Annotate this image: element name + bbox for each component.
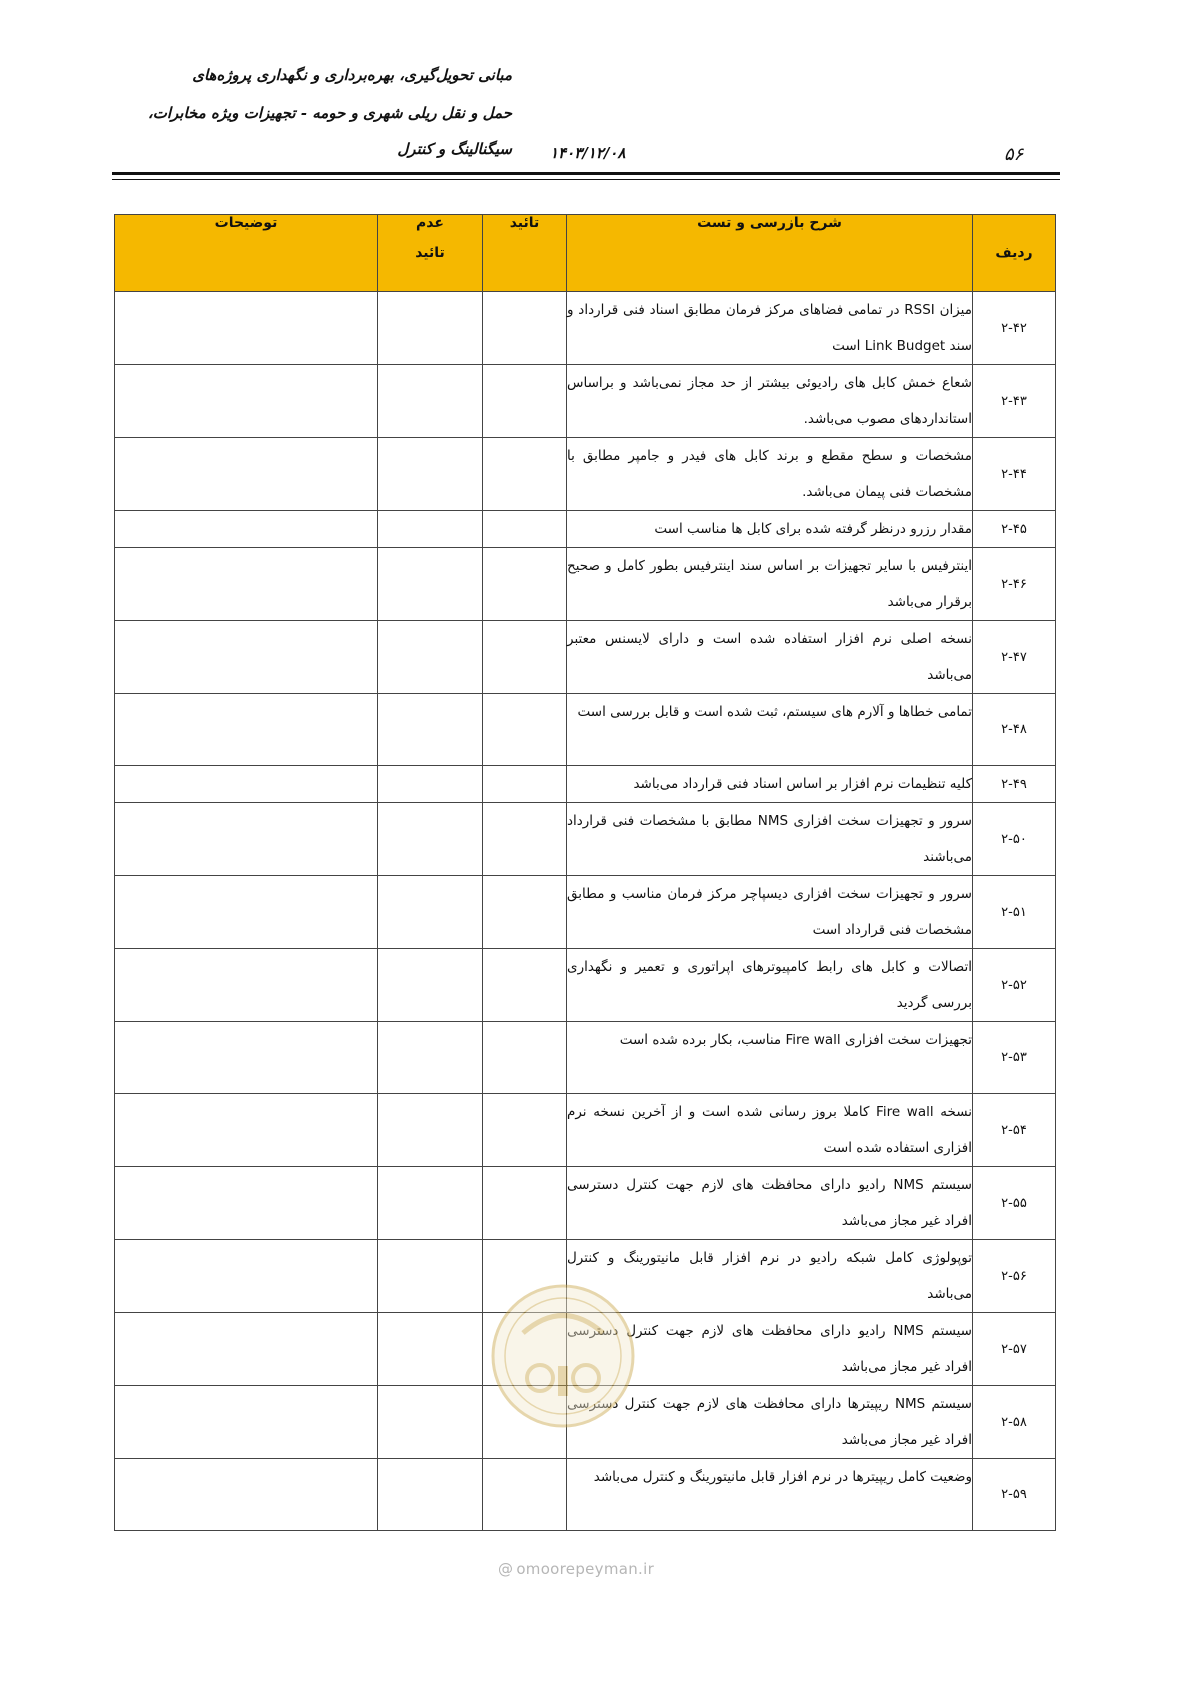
not-approved-cell[interactable] (378, 621, 483, 694)
approved-cell[interactable] (483, 1459, 567, 1531)
table-row (115, 1094, 1056, 1167)
table-row (115, 803, 1056, 876)
row-description: مقدار رزرو درنظر گرفته شده برای کابل ها مناسب است (567, 511, 973, 548)
notes-cell[interactable] (115, 1167, 378, 1240)
notes-cell[interactable] (115, 1240, 378, 1313)
not-approved-cell[interactable] (378, 1094, 483, 1167)
notes-cell[interactable] (115, 1022, 378, 1094)
table-row (115, 365, 1056, 438)
header-rule-thick (112, 172, 1060, 175)
page-number: ۵۶ (1004, 144, 1024, 165)
approved-cell[interactable] (483, 548, 567, 621)
row-number: ۲-۵۱ (973, 876, 1056, 949)
table-row (115, 1459, 1056, 1531)
row-description: تمامی خطاها و آلارم های سیستم، ثبت شده است و قابل بررسی است (567, 694, 973, 766)
table-row (115, 694, 1056, 766)
notes-cell[interactable] (115, 438, 378, 511)
row-number: ۲-۵۳ (973, 1022, 1056, 1094)
website-watermark (498, 1560, 654, 1578)
column-header-description: شرح بازرسی و تست (567, 215, 973, 292)
approved-cell[interactable] (483, 803, 567, 876)
approved-cell[interactable] (483, 876, 567, 949)
approved-cell[interactable] (483, 292, 567, 365)
notes-cell[interactable] (115, 548, 378, 621)
not-approved-label-2: تائید (415, 245, 445, 261)
not-approved-cell[interactable] (378, 949, 483, 1022)
table-row (115, 1022, 1056, 1094)
document-title-line-2: حمل و نقل ریلی شهری و حومه - تجهیزات ویژه مخابرات، (147, 104, 512, 122)
header-rule-thin (112, 179, 1060, 180)
approved-cell[interactable] (483, 511, 567, 548)
website-label: omoorepeyman.ir (516, 1560, 655, 1578)
row-number: ۲-۵۶ (973, 1240, 1056, 1313)
document-title-line-1: مبانی تحویل‌گیری، بهره‌برداری و نگهداری پروژه‌های (192, 66, 512, 84)
row-number: ۲-۵۷ (973, 1313, 1056, 1386)
page-header (112, 60, 1060, 188)
notes-cell[interactable] (115, 803, 378, 876)
approved-cell[interactable] (483, 1022, 567, 1094)
approved-cell[interactable] (483, 1094, 567, 1167)
table-row (115, 292, 1056, 365)
approved-cell[interactable] (483, 949, 567, 1022)
row-description: میزان RSSI در تمامی فضاهای مرکز فرمان مطابق اسناد فنی قرارداد و سند Link Budget است (567, 292, 973, 365)
row-description: مشخصات و سطح مقطع و برند کابل های فیدر و جامپر مطابق با مشخصات فنی پیمان می‌باشد. (567, 438, 973, 511)
notes-cell[interactable] (115, 694, 378, 766)
row-description: اتصالات و کابل های رابط کامپیوترهای اپراتوری و تعمیر و نگهداری بررسی گردید (567, 949, 973, 1022)
row-number: ۲-۴۲ (973, 292, 1056, 365)
notes-cell[interactable] (115, 1386, 378, 1459)
row-description: نسخه اصلی نرم افزار استفاده شده است و دارای لایسنس معتبر می‌باشد (567, 621, 973, 694)
notes-cell[interactable] (115, 876, 378, 949)
notes-cell[interactable] (115, 365, 378, 438)
row-description: کلیه تنظیمات نرم افزار بر اساس اسناد فنی قرارداد می‌باشد (567, 766, 973, 803)
not-approved-cell[interactable] (378, 694, 483, 766)
not-approved-cell[interactable] (378, 1386, 483, 1459)
approved-cell[interactable] (483, 621, 567, 694)
row-description: اینترفیس با سایر تجهیزات بر اساس سند اینترفیس بطور کامل و صحیح برقرار می‌باشد (567, 548, 973, 621)
not-approved-cell[interactable] (378, 876, 483, 949)
not-approved-label-1: عدم (416, 215, 444, 231)
not-approved-cell[interactable] (378, 548, 483, 621)
table-row (115, 438, 1056, 511)
not-approved-cell[interactable] (378, 1022, 483, 1094)
row-description: سرور و تجهیزات سخت افزاری NMS مطابق با مشخصات فنی قرارداد می‌باشند (567, 803, 973, 876)
notes-cell[interactable] (115, 1459, 378, 1531)
not-approved-cell[interactable] (378, 803, 483, 876)
notes-cell[interactable] (115, 949, 378, 1022)
not-approved-cell[interactable] (378, 438, 483, 511)
table-row (115, 1167, 1056, 1240)
row-number: ۲-۴۳ (973, 365, 1056, 438)
not-approved-cell[interactable] (378, 1240, 483, 1313)
row-number: ۲-۴۸ (973, 694, 1056, 766)
row-description: نسخه Fire wall کاملا بروز رسانی شده است و از آخرین نسخه نرم افزاری استفاده شده است (567, 1094, 973, 1167)
approved-cell[interactable] (483, 1167, 567, 1240)
row-number: ۲-۴۵ (973, 511, 1056, 548)
notes-cell[interactable] (115, 511, 378, 548)
row-number: ۲-۴۹ (973, 766, 1056, 803)
table-row (115, 876, 1056, 949)
notes-cell[interactable] (115, 621, 378, 694)
row-description: توپولوژی کامل شبکه رادیو در نرم افزار قابل مانیتورینگ و کنترل می‌باشد (567, 1240, 973, 1313)
row-description: وضعیت کامل ریپیترها در نرم افزار قابل مانیتورینگ و کنترل می‌باشد (567, 1459, 973, 1531)
table-row (115, 766, 1056, 803)
row-number: ۲-۵۵ (973, 1167, 1056, 1240)
at-icon: @ (498, 1560, 514, 1578)
notes-cell[interactable] (115, 1094, 378, 1167)
row-number: ۲-۴۶ (973, 548, 1056, 621)
row-number: ۲-۵۰ (973, 803, 1056, 876)
row-number: ۲-۴۴ (973, 438, 1056, 511)
column-header-not-approved (378, 215, 483, 292)
row-number: ۲-۴۷ (973, 621, 1056, 694)
not-approved-cell[interactable] (378, 766, 483, 803)
not-approved-cell[interactable] (378, 1313, 483, 1386)
row-description: تجهیزات سخت افزاری Fire wall مناسب، بکار برده شده است (567, 1022, 973, 1094)
approved-cell[interactable] (483, 766, 567, 803)
row-description: سیستم NMS رادیو دارای محافظت های لازم جهت کنترل دسترسی افراد غیر مجاز می‌باشد (567, 1313, 973, 1386)
table-row (115, 949, 1056, 1022)
row-number: ۲-۵۹ (973, 1459, 1056, 1531)
row-number: ۲-۵۲ (973, 949, 1056, 1022)
document-title-line-3: سیگنالینگ و کنترل (397, 140, 512, 158)
row-number: ۲-۵۴ (973, 1094, 1056, 1167)
notes-cell[interactable] (115, 1313, 378, 1386)
table-row (115, 621, 1056, 694)
row-description: سیستم NMS ریپیترها دارای محافظت های لازم جهت کنترل دسترسی افراد غیر مجاز می‌باشد (567, 1386, 973, 1459)
notes-cell[interactable] (115, 766, 378, 803)
row-description: سرور و تجهیزات سخت افزاری دیسپاچر مرکز فرمان مناسب و مطابق مشخصات فنی قرارداد است (567, 876, 973, 949)
row-number: ۲-۵۸ (973, 1386, 1056, 1459)
table-row (115, 511, 1056, 548)
approved-cell[interactable] (483, 694, 567, 766)
column-header-approved: تائید (483, 215, 567, 292)
not-approved-cell[interactable] (378, 292, 483, 365)
not-approved-cell[interactable] (378, 1459, 483, 1531)
not-approved-cell[interactable] (378, 1167, 483, 1240)
not-approved-cell[interactable] (378, 511, 483, 548)
column-header-row: ردیف (973, 215, 1056, 292)
document-date: ۱۴۰۳/۱۲/۰۸ (550, 144, 626, 162)
approved-cell[interactable] (483, 365, 567, 438)
row-description: سیستم NMS رادیو دارای محافظت های لازم جهت کنترل دسترسی افراد غیر مجاز می‌باشد (567, 1167, 973, 1240)
not-approved-cell[interactable] (378, 365, 483, 438)
column-header-notes: توضیحات (115, 215, 378, 292)
row-description: شعاع خمش کابل های رادیوئی بیشتر از حد مجاز نمی‌باشد و براساس استانداردهای مصوب می‌باشد. (567, 365, 973, 438)
seal-watermark-icon (488, 1278, 638, 1433)
table-row (115, 548, 1056, 621)
approved-cell[interactable] (483, 438, 567, 511)
notes-cell[interactable] (115, 292, 378, 365)
